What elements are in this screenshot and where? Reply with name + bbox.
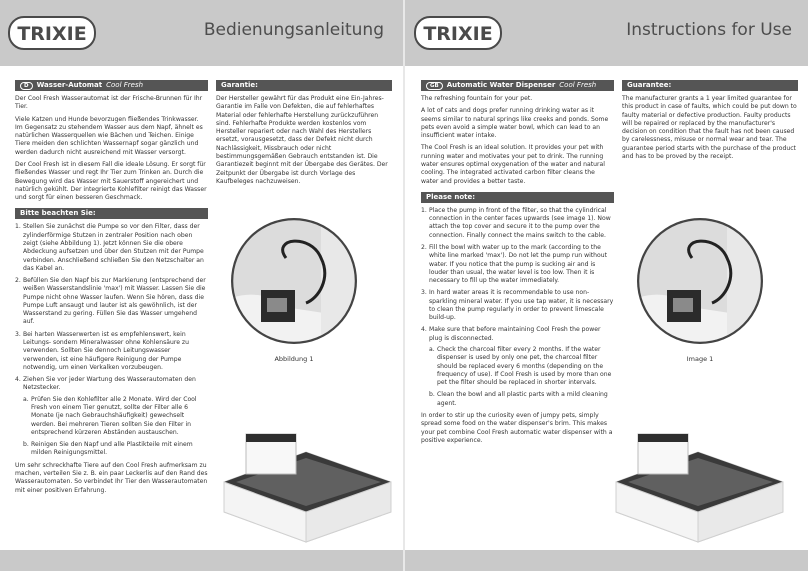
- section-header: [421, 80, 614, 91]
- product-section-en: [421, 80, 614, 449]
- brand-text: TRIXIE: [423, 23, 493, 45]
- list-item: 1. Place the pump in front of the filter, so that the cylindrical connection in the center faces upwards (see image 1). Now attach the top cover and secure it to the pump over the connection. Finally connect the mains switch to the cable.: [421, 206, 611, 239]
- fountain-product-image: [216, 432, 396, 544]
- page-divider: [403, 0, 405, 571]
- note-header: [15, 208, 208, 219]
- steps-list: [421, 207, 614, 408]
- paragraph: The Cool Fresh is an ideal solution. It provides your pet with running water and motivates your pet to drink. The running water ensures optimal oxygenation of the water and natural cooling. The integrated activated carbon filter cleans the water and provides a better taste.: [421, 144, 605, 185]
- page-title-en: Instructions for Use: [626, 20, 792, 40]
- list-item: 3. In hard water areas it is recommendable to use non-sparkling mineral water. If you use tap water, it is necessary to clean the pump regularly in order to prevent limescale build-up.: [421, 289, 614, 322]
- paragraph: Um sehr schreckhafte Tiere auf den Cool Fresh aufmerksam zu machen, verteilen Sie z. B. ein paar Leckerlis auf den Rand des Wasserautomaten. So verbindet Ihr Tier den Wasserautomaten mit einer positiven Erfahrung.: [15, 461, 208, 494]
- note-title: Please note:: [426, 192, 476, 201]
- guarantee-title: Guarantee:: [627, 81, 672, 89]
- paragraph: The refreshing fountain for your pet.: [421, 95, 533, 102]
- language-badge: D: [20, 82, 33, 90]
- paragraph: Der Cool Fresh ist in diesem Fall die ideale Lösung. Er sorgt für fließendes Wasser und regt Ihr Tier zum Trinken an. Durch die Bewegung wird das Wasser mit Sauerstoff angereichert und natürlich gekühlt. Der integrierte Kohlefilter reinigt das Wasser und sorgt für einen besseren Geschmack.: [15, 160, 207, 202]
- product-name: Cool Fresh: [106, 81, 144, 89]
- paragraph: Der Hersteller gewährt für das Produkt eine Ein-Jahres-Garantie im Falle von Defekten, die auf fehlerhaftes Material oder fehlerhafte Herstellung zurückzuführen sind. Fehlerhafte Produkte werden kostenlos vom Hersteller repariert oder nach Wahl des Herstellers ersetzt, vorausgesetzt, dass der Defekt nicht durch Nachlässigkeit, Missbrauch oder nicht bestimmungsgemäßen Gebrauch entstanden ist. Die Garantiezeit beginnt mit der Übergabe des Gerätes. Der Zeitpunkt der Übergabe ist durch Vorlage des Kaufbeleges nachzuweisen.: [216, 95, 388, 185]
- guarantee-title: Garantie:: [221, 81, 258, 89]
- paragraph: The manufacturer grants a 1 year limited guarantee for this product in case of faults, which could be put down to faulty material or defective production. Faulty products will be repaired or replaced by the manufacturer's decision on condition that the fault has not been caused by carelessness, misuse or normal wear and tear. The guarantee period starts with the purchase of the product and has to be proved by the receipt.: [622, 95, 797, 160]
- section-header: [15, 80, 208, 91]
- product-name: Cool Fresh: [559, 81, 597, 89]
- trixie-logo: [8, 14, 96, 52]
- guarantee-section-en: [622, 80, 798, 165]
- note-title: Bitte beachten Sie:: [20, 209, 96, 218]
- figure-caption: Image 1: [686, 355, 714, 363]
- list-item: 3. Bei harten Wasserwerten ist es empfehlenswert, kein Leitungs- sondern Mineralwasser ohne Kohlensäure zu verwenden. Sollten Sie dennoch Leitungswasser verwenden, ist eine häufigere Reinigung der Pumpe notwendig, um einen Verkalken vorzubeugen.: [15, 330, 189, 371]
- guarantee-section-de: [216, 80, 392, 190]
- note-header: [421, 192, 614, 203]
- section-header: [622, 80, 798, 91]
- trixie-logo: [414, 14, 502, 52]
- product-section-de: [15, 80, 208, 499]
- list-item: 2. Befüllen Sie den Napf bis zur Markierung (entsprechend der weißen Wasserstandslinie 'max') mit Wasser. Lassen Sie die Pumpe nicht ohne Wasser laufen. Wenn Sie hören, dass die Pumpe Luft ansaugt und lauter ist als gewöhnlich, ist der Wasserstand zu gering. Füllen Sie das Wasser umgehend auf.: [15, 277, 206, 326]
- pump-illustration: [231, 218, 357, 344]
- steps-list: [15, 223, 208, 457]
- list-item: a. Check the charcoal filter every 2 months. If the water dispenser is used by only one pet, the charcoal filter should be replaced every 6 months (depending on the frequency of use). If Cool Fresh is used by more than one pet the filter should be replaced in shorter intervals.: [429, 346, 612, 387]
- figure-caption: Abbildung 1: [274, 355, 314, 363]
- paragraph: A lot of cats and dogs prefer running drinking water as it seems similar to natural springs like creeks and ponds. Some pets even avoid a simple water bowl, which can lead to an insufficient water intake.: [421, 107, 609, 140]
- list-item: 4. Make sure that before maintaining Cool Fresh the power plug is disconnected. a. Check the charcoal filter every 2 months. If the water dispenser is used by only one pet, the charcoal filter should be replaced every 6 months (depending on the frequency of use). If Cool Fresh is used by more than one pet the filter should be replaced in shorter intervals. b. Clean the bowl and all plastic parts with a mild cleaning agent.: [421, 326, 614, 408]
- section-header: [216, 80, 392, 91]
- list-item: b. Reinigen Sie den Napf und alle Plastikteile mit einem milden Reinigungsmittel.: [23, 441, 193, 457]
- page-title-de: Bedienungsanleitung: [203, 20, 384, 40]
- list-item: 2. Fill the bowl with water up to the mark (according to the white line marked 'max'). Do not let the pump run without water. If you notice that the pump is sucking air and is louder than usual, the water level is too low. Then it is necessary to fill up the water immediately.: [421, 243, 607, 285]
- fountain-product-image: [608, 432, 788, 544]
- list-item: b. Clean the bowl and all plastic parts with a mild cleaning agent.: [429, 391, 608, 407]
- paragraph: Der Cool Fresh Wasserautomat ist der Frische-Brunnen für Ihr Tier.: [15, 95, 203, 111]
- paragraph: In order to stir up the curiosity even of jumpy pets, simply spread some food on the water dispenser's brim. This makes your pet combine Cool Fresh automatic water dispenser with a positive experience.: [421, 412, 613, 444]
- list-item: 4. Ziehen Sie vor jeder Wartung des Wasserautomaten den Netzstecker. a. Prüfen Sie den Kohlefilter alle 2 Monate. Wird der Cool Fresh von einem Tier genutzt, sollte der Filter alle 6 Monate (je nach Gebrauchshäufigkeit) gewechselt werden. Bei mehreren Tieren sollten Sie den Filter in entsprechend kürzeren Abständen austauschen. b. Reinigen Sie den Napf und alle Plastikteile mit einem milden Reinigungsmittel.: [15, 376, 208, 458]
- pump-illustration: [637, 218, 763, 344]
- language-badge: GB: [426, 82, 443, 90]
- product-title: Automatic Water Dispenser: [446, 81, 556, 89]
- list-item: 1. Stellen Sie zunächst die Pumpe so vor den Filter, dass der zylinderförmige Stutzen in zentraler Position nach oben zeigt (siehe Abbildung 1). Jetzt können Sie die obere Abdeckung aufsetzen und über den Stutzen mit der Pumpe verbinden. Anschließend schließen Sie den Netzschalter an das Kabel an.: [15, 223, 204, 272]
- paragraph: Viele Katzen und Hunde bevorzugen fließendes Trinkwasser. Im Gegensatz zu stehendem Wasser aus dem Napf, ähnelt es natürlichen Wasserquellen wie Bächen und Teichen. Einige Tiere meiden den schlichten Wassernapf sogar gänzlich und werden dadurch nicht ausreichend mit Wasser versorgt.: [15, 115, 203, 156]
- product-title: Wasser-Automat: [36, 81, 103, 89]
- brand-text: TRIXIE: [17, 23, 87, 45]
- list-item: a. Prüfen Sie den Kohlefilter alle 2 Monate. Wird der Cool Fresh von einem Tier genutzt, sollte der Filter alle 6 Monate (je nach Gebrauchshäufigkeit) gewechselt werden. Bei mehreren Tieren sollten Sie den Filter in entsprechend kürzeren Abständen austauschen.: [23, 395, 197, 436]
